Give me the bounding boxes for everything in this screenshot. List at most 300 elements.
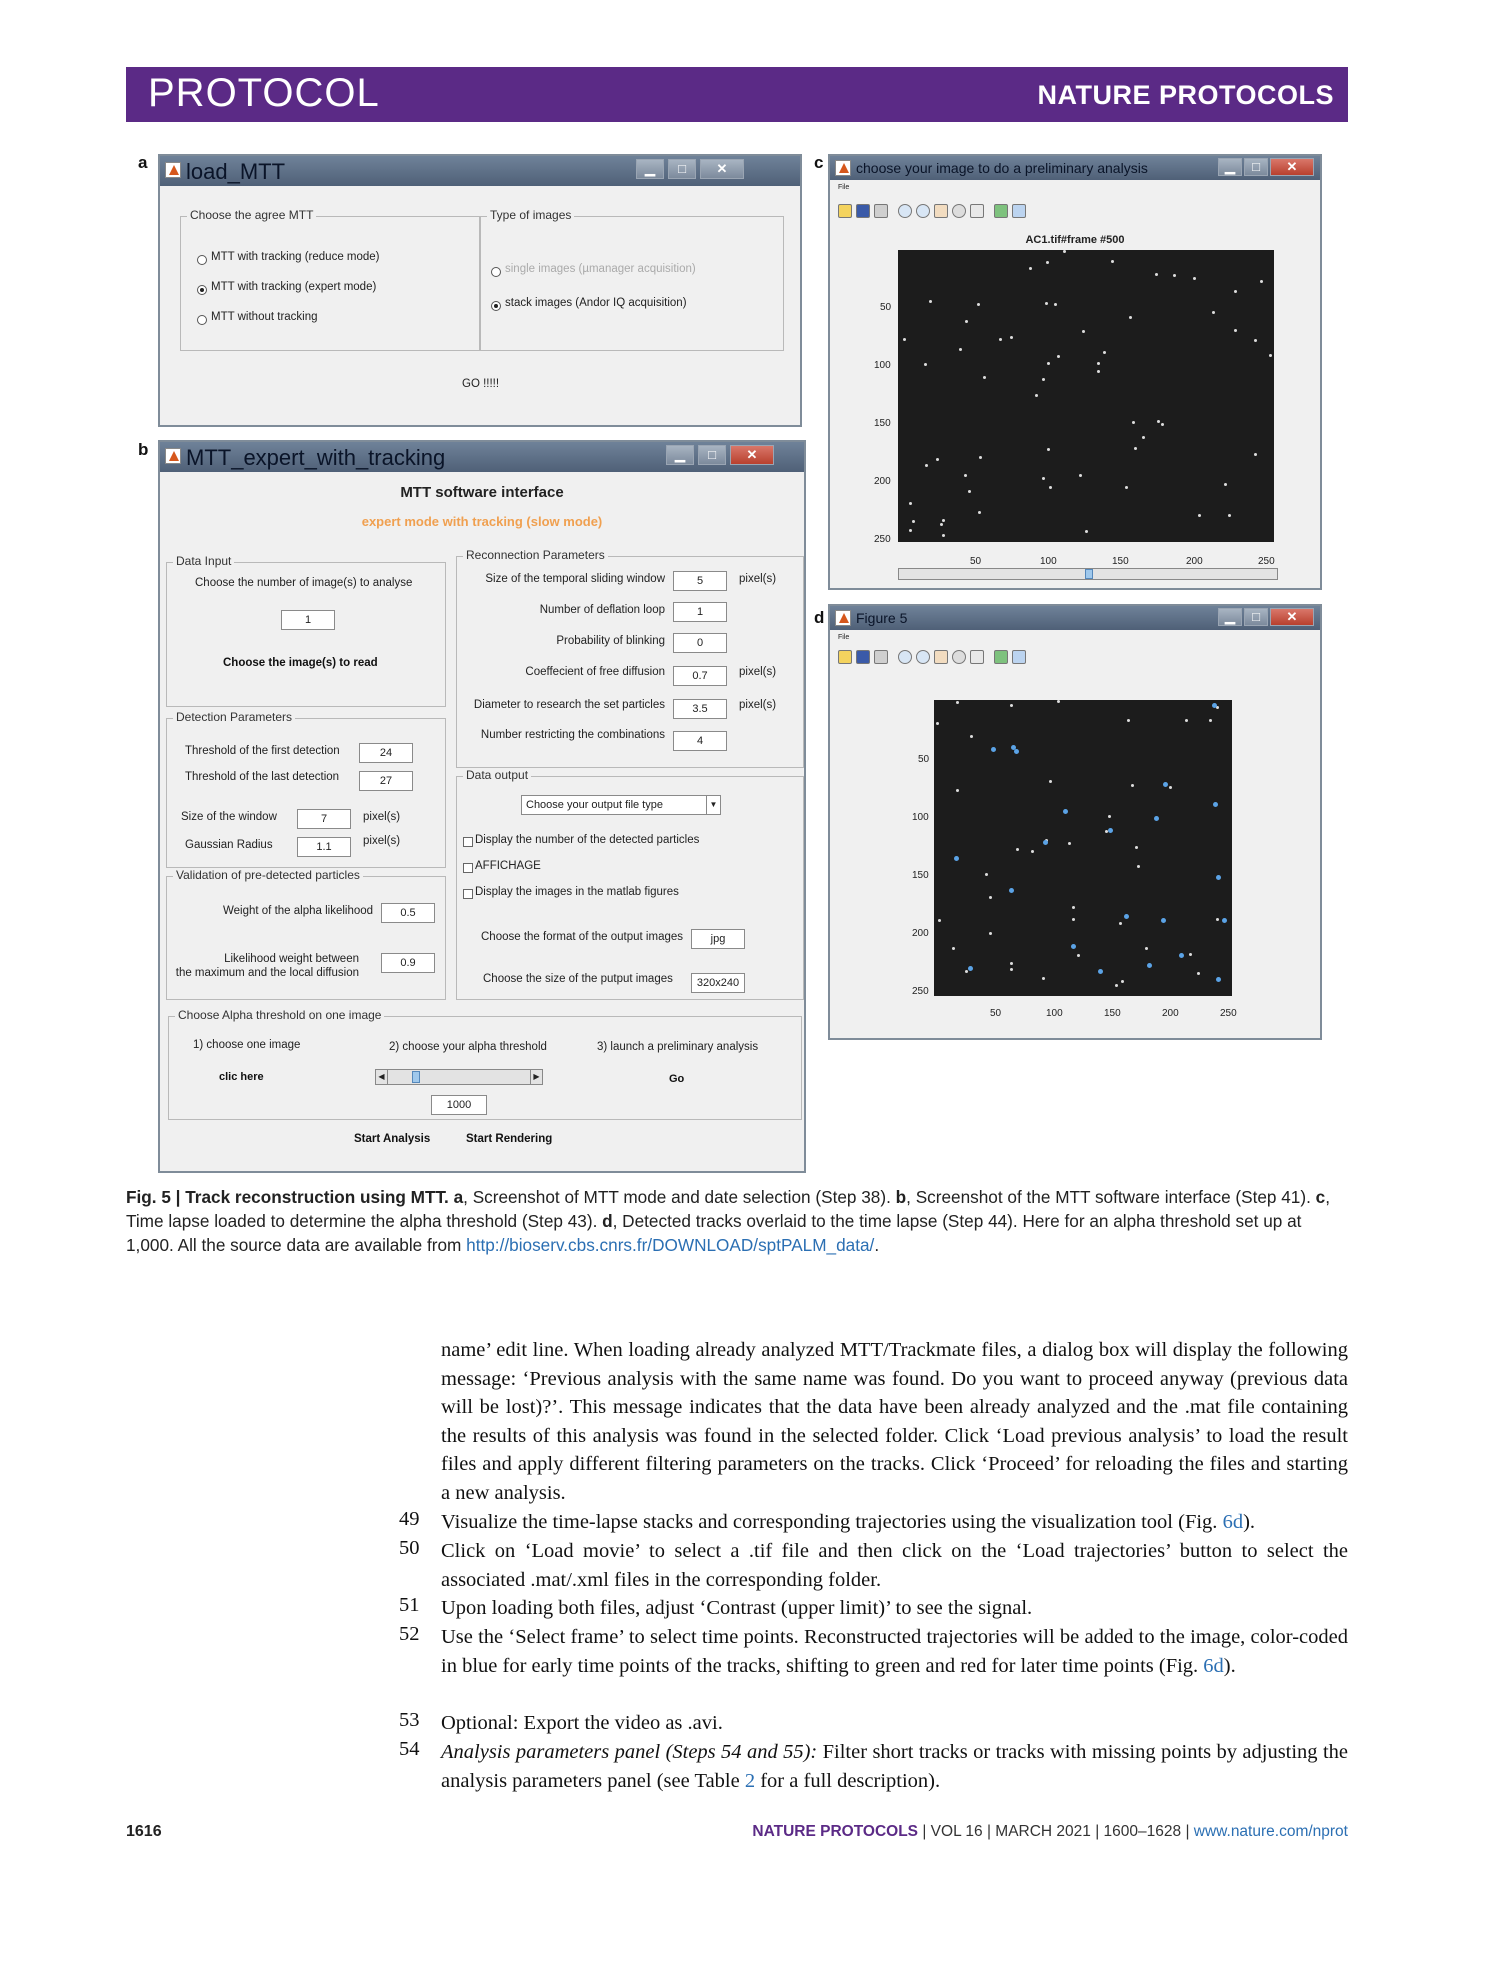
group-title: Type of images (487, 208, 574, 222)
close-button[interactable]: ✕ (1270, 158, 1314, 176)
data-input-group (166, 554, 446, 707)
particle-spot (1085, 530, 1088, 533)
track-marker (1163, 782, 1168, 787)
particle-spot (964, 474, 967, 477)
particle-spot (1042, 477, 1045, 480)
group-title: Data Input (173, 554, 234, 568)
particle-spot (1169, 786, 1172, 789)
track-marker (1014, 749, 1019, 754)
panel-letter-b: b (138, 440, 149, 459)
particle-spot (1129, 316, 1132, 319)
maximize-button[interactable]: □ (1244, 608, 1268, 626)
track-marker (1147, 963, 1152, 968)
step-text-part: ). (1223, 1654, 1236, 1677)
track-marker (1161, 918, 1166, 923)
zoom-in-icon[interactable] (898, 204, 912, 218)
image-type-group (480, 208, 784, 351)
radio-single-images[interactable] (491, 267, 501, 277)
last-threshold-label: Threshold of the last detection (185, 771, 340, 783)
particle-spot (1228, 514, 1231, 517)
y-tick: 250 (874, 534, 891, 545)
free-diffusion-input[interactable]: 0.7 (673, 666, 727, 686)
window-title: Figure 5 (856, 610, 908, 626)
radio-stack-images[interactable] (491, 301, 501, 311)
particle-spot (1111, 260, 1114, 263)
caption-panel-a: a (453, 1187, 464, 1207)
particle-spot (1097, 370, 1100, 373)
particle-spot (989, 896, 992, 899)
alpha-threshold-group (168, 1008, 802, 1120)
choose-images-button[interactable]: Choose the image(s) to read (223, 657, 378, 669)
window-title: choose your image to do a preliminary analysis (856, 160, 1148, 176)
particle-spot (1157, 420, 1160, 423)
x-tick: 50 (970, 556, 982, 567)
section-label: PROTOCOL (148, 71, 380, 115)
close-button[interactable]: ✕ (730, 445, 774, 465)
journal-name: NATURE PROTOCOLS (1037, 80, 1334, 110)
step-label: 2) choose your alpha threshold (389, 1041, 547, 1053)
track-marker (1216, 875, 1221, 880)
particle-spot (1057, 700, 1060, 703)
x-tick: 250 (1220, 1008, 1237, 1019)
alpha-value-input[interactable]: 1000 (431, 1095, 487, 1115)
particle-spot (1103, 351, 1106, 354)
file-menu[interactable]: File (838, 184, 850, 191)
detection-group (166, 710, 446, 868)
particle-spot (1010, 704, 1013, 707)
step-text-part: Visualize the time-lapse stacks and corresponding trajectories using the visualization tool (Fig. (441, 1511, 1223, 1533)
track-marker (1213, 802, 1218, 807)
go-preliminary-button[interactable]: Go (669, 1073, 685, 1085)
save-icon[interactable] (856, 204, 870, 218)
group-title: Data output (463, 768, 531, 782)
rotate-icon[interactable] (952, 204, 966, 218)
particle-spot (1198, 514, 1201, 517)
step-text-part: ). (1243, 1511, 1256, 1533)
minimize-button[interactable]: ▁ (636, 159, 664, 179)
reconnection-group (456, 548, 804, 768)
x-tick: 100 (1046, 1008, 1063, 1019)
figure-link[interactable]: 6d (1203, 1654, 1224, 1677)
step-number: 50 (399, 1537, 420, 1559)
group-title: Validation of pre-detected particles (173, 868, 363, 882)
title-bar (160, 156, 800, 186)
track-marker (1108, 828, 1113, 833)
particle-spot (1049, 486, 1052, 489)
particle-spot (1137, 865, 1140, 868)
track-marker (1179, 953, 1184, 958)
checkbox-display-count[interactable] (463, 837, 473, 847)
zoom-out-icon[interactable] (916, 650, 930, 664)
particle-spot (1072, 918, 1075, 921)
checkbox-label: Display the images in the matlab figures (475, 886, 679, 898)
diameter-input[interactable]: 3.5 (673, 699, 727, 719)
particle-spot (1057, 355, 1060, 358)
data-output-group (456, 768, 804, 1000)
track-marker (1124, 914, 1129, 919)
particle-spot (1072, 906, 1075, 909)
rotate-icon[interactable] (952, 650, 966, 664)
particle-spot (1063, 250, 1066, 253)
matlab-icon (835, 160, 851, 176)
legend-icon[interactable] (1012, 650, 1026, 664)
step-text-italic: Analysis parameters panel (Steps 54 and 55): (441, 1741, 818, 1763)
figure-toolbar (838, 204, 1058, 220)
caption-panel-c: c (1315, 1187, 1326, 1207)
particle-spot (1016, 848, 1019, 851)
go-button[interactable]: GO !!!!! (462, 378, 500, 390)
data-cursor-icon[interactable] (970, 204, 984, 218)
print-icon[interactable] (874, 204, 888, 218)
particle-spot (1079, 474, 1082, 477)
unit-label: pixel(s) (363, 811, 401, 823)
recon-label: Size of the temporal sliding window (485, 573, 665, 585)
particle-spot (1108, 815, 1111, 818)
open-icon[interactable] (838, 204, 852, 218)
unit-label: pixel(s) (739, 666, 777, 678)
checkbox-label: Display the number of the detected particles (475, 834, 700, 846)
particle-spot (1042, 977, 1045, 980)
particle-spot (1119, 922, 1122, 925)
particle-spot (1145, 947, 1148, 950)
maximize-button[interactable]: □ (698, 445, 726, 465)
start-analysis-button[interactable]: Start Analysis (354, 1133, 431, 1145)
window-size-label: Size of the window (181, 811, 277, 823)
title-bar (830, 606, 1320, 630)
particle-spot (1031, 850, 1034, 853)
y-tick: 100 (874, 360, 891, 371)
particle-spot (940, 523, 943, 526)
first-threshold-input[interactable]: 24 (359, 743, 413, 763)
particle-spot (1115, 984, 1118, 987)
image-count-input[interactable]: 1 (281, 610, 335, 630)
panel-letter-a: a (138, 153, 148, 172)
x-tick: 250 (1258, 556, 1275, 567)
particle-spot (1269, 354, 1272, 357)
window-size-input[interactable]: 7 (297, 809, 351, 829)
particle-spot (1155, 273, 1158, 276)
data-cursor-icon[interactable] (970, 650, 984, 664)
radio-label: MTT with tracking (expert mode) (211, 281, 377, 293)
footer-journal: NATURE PROTOCOLS (752, 1823, 919, 1840)
particle-spot (1185, 719, 1188, 722)
microscopy-image (898, 250, 1274, 542)
last-threshold-input[interactable]: 27 (359, 771, 413, 791)
particle-spot (959, 348, 962, 351)
scrollbar-thumb[interactable] (1085, 569, 1093, 579)
particle-spot (989, 932, 992, 935)
slider-thumb[interactable] (412, 1071, 420, 1083)
particle-spot (983, 376, 986, 379)
minimize-button[interactable]: ▁ (1218, 608, 1242, 626)
blinking-probability-input[interactable]: 0 (673, 633, 727, 653)
y-tick: 250 (912, 986, 929, 997)
radio-expert-mode[interactable] (197, 285, 207, 295)
alpha-likelihood-label: Weight of the alpha likelihood (223, 905, 374, 917)
pan-icon[interactable] (934, 650, 948, 664)
particle-spot (956, 789, 959, 792)
step-number: 49 (399, 1508, 420, 1530)
track-marker (1212, 703, 1217, 708)
particle-spot (1010, 968, 1013, 971)
particle-spot (985, 873, 988, 876)
tracks-overlay-image (934, 700, 1232, 996)
radio-label: single images (µmanager acquisition) (505, 263, 696, 275)
maximize-button[interactable]: □ (1244, 158, 1268, 176)
legend-icon[interactable] (1012, 204, 1026, 218)
particle-spot (936, 722, 939, 725)
matlab-icon (165, 162, 181, 178)
particle-spot (979, 456, 982, 459)
footer-url[interactable]: www.nature.com/nprot (1193, 1823, 1348, 1840)
footer-citation (752, 1823, 1348, 1841)
combinations-input[interactable]: 4 (673, 731, 727, 751)
particle-spot (1077, 954, 1080, 957)
likelihood-weight-input[interactable]: 0.9 (381, 953, 435, 973)
step-number: 52 (399, 1623, 420, 1645)
window-load-mtt (158, 154, 802, 427)
particle-spot (977, 303, 980, 306)
size-input[interactable]: 320x240 (691, 973, 745, 993)
radio-reduce-mode[interactable] (197, 255, 207, 265)
particle-spot (1142, 436, 1145, 439)
step-text (441, 1508, 1348, 1537)
step-text-part: for a full description). (755, 1769, 941, 1792)
y-tick: 200 (874, 476, 891, 487)
minimize-button[interactable]: ▁ (666, 445, 694, 465)
particle-spot (1197, 972, 1200, 975)
footer-details: | VOL 16 | MARCH 2021 | 1600–1628 | (918, 1823, 1194, 1840)
deflation-loop-input[interactable]: 1 (673, 602, 727, 622)
particle-spot (968, 490, 971, 493)
x-tick: 150 (1104, 1008, 1121, 1019)
unit-label: pixel(s) (739, 573, 777, 585)
colorbar-icon[interactable] (994, 650, 1008, 664)
plot-title: AC1.tif#frame #500 (1025, 234, 1125, 246)
radio-without-tracking[interactable] (197, 315, 207, 325)
save-icon[interactable] (856, 650, 870, 664)
validation-group (166, 868, 446, 1000)
particle-spot (1047, 448, 1050, 451)
matlab-icon (835, 610, 851, 626)
radio-label: MTT with tracking (reduce mode) (211, 251, 380, 263)
window-figure-5 (828, 604, 1322, 1040)
particle-spot (909, 502, 912, 505)
track-marker (1098, 969, 1103, 974)
slider-right-arrow[interactable]: ▶ (530, 1070, 542, 1084)
radio-label: MTT without tracking (211, 311, 318, 323)
track-marker (954, 856, 959, 861)
particle-spot (1212, 311, 1215, 314)
clic-here-button[interactable]: clic here (219, 1071, 264, 1083)
step-text (441, 1738, 1348, 1795)
particle-spot (1260, 280, 1263, 283)
alpha-slider[interactable] (375, 1069, 543, 1085)
particle-spot (1209, 719, 1212, 722)
particle-spot (1121, 980, 1124, 983)
window-mtt-expert (158, 440, 806, 1173)
size-label: Choose the size of the putput images (483, 973, 673, 985)
first-threshold-label: Threshold of the first detection (185, 745, 340, 757)
particle-spot (1035, 394, 1038, 397)
body-paragraph: name’ edit line. When loading already analyzed MTT/Trackmate files, a dialog box will display the following message: ‘Previous analysis with the same name was found. Do you want to proceed anyway (previous data will be lost)?’. This message indicates that the data have been already analyzed and the .mat file containing the results of this analysis was found in the selected folder. Click ‘Load previous analysis’ to load the result files and apply different filtering parameters on the tracks. Click ‘Proceed’ for reloading the files and starting a new analysis. (441, 1339, 1348, 1504)
caption-text: , Screenshot of MTT mode and date selection (Step 38). (463, 1187, 896, 1207)
recon-label: Number of deflation loop (539, 604, 665, 616)
step-number: 51 (399, 1594, 420, 1616)
particle-spot (1189, 953, 1192, 956)
chevron-down-icon: ▼ (706, 796, 720, 814)
particle-spot (1047, 362, 1050, 365)
particle-spot (1054, 303, 1057, 306)
particle-spot (1045, 302, 1048, 305)
track-marker (1043, 840, 1048, 845)
particle-spot (970, 735, 973, 738)
track-marker (1009, 888, 1014, 893)
alpha-likelihood-input[interactable]: 0.5 (381, 903, 435, 923)
track-marker (1071, 944, 1076, 949)
step-text: Optional: Export the video as .avi. (441, 1712, 723, 1734)
step-text: Click on ‘Load movie’ to select a .tif file and then click on the ‘Load trajectories’ button to select the associated .mat/.xml files in the corresponding folder. (441, 1540, 1348, 1591)
likelihood-weight-label: the maximum and the local diffusion (175, 967, 359, 979)
caption-text: , Time lapse loaded to determine the alpha threshold (Step 43). (126, 1187, 1330, 1231)
particle-spot (1216, 918, 1219, 921)
track-marker (1216, 977, 1221, 982)
track-marker (1063, 809, 1068, 814)
track-marker (991, 747, 996, 752)
maximize-button[interactable]: □ (668, 159, 696, 179)
slider-left-arrow[interactable]: ◀ (376, 1070, 388, 1084)
window-preliminary-analysis (828, 154, 1322, 590)
particle-spot (1068, 842, 1071, 845)
y-tick: 100 (912, 812, 929, 823)
table-link[interactable]: 2 (744, 1769, 756, 1792)
open-icon[interactable] (838, 650, 852, 664)
particle-spot (1029, 267, 1032, 270)
particle-spot (1010, 336, 1013, 339)
file-menu[interactable]: File (838, 634, 850, 641)
zoom-out-icon[interactable] (916, 204, 930, 218)
particle-spot (1161, 423, 1164, 426)
format-input[interactable]: jpg (691, 929, 745, 949)
particle-spot (936, 458, 939, 461)
image-count-label: Choose the number of image(s) to analyse (195, 577, 413, 589)
particle-spot (909, 529, 912, 532)
group-title: Choose the agree MTT (187, 208, 316, 222)
y-tick: 150 (874, 418, 891, 429)
close-button[interactable]: ✕ (700, 159, 744, 179)
window-title: load_MTT (186, 159, 286, 184)
pan-icon[interactable] (934, 204, 948, 218)
caption-panel-d: d (602, 1211, 613, 1231)
gaussian-radius-input[interactable]: 1.1 (297, 837, 351, 857)
y-tick: 50 (880, 302, 892, 313)
zoom-in-icon[interactable] (898, 650, 912, 664)
figure-link[interactable]: 6d (1222, 1511, 1244, 1533)
particle-spot (1042, 378, 1045, 381)
start-rendering-button[interactable]: Start Rendering (466, 1133, 553, 1145)
checkbox-display-images[interactable] (463, 889, 473, 899)
panel-letter-d: d (814, 608, 825, 627)
agree-mtt-group (180, 208, 480, 351)
particle-spot (1254, 339, 1257, 342)
step-text-part: Filter short tracks or tracks with missing points by adjusting the analysis parameters panel (see Table (441, 1741, 1348, 1792)
x-tick: 50 (990, 1008, 1002, 1019)
recon-label: Coeffecient of free diffusion (525, 666, 665, 678)
particle-spot (1049, 780, 1052, 783)
y-tick: 50 (918, 754, 930, 765)
unit-label: pixel(s) (363, 835, 401, 847)
sliding-window-input[interactable]: 5 (673, 571, 727, 591)
recon-label: Diameter to research the set particles (473, 699, 665, 711)
track-marker (1222, 918, 1227, 923)
particle-spot (965, 970, 968, 973)
format-label: Choose the format of the output images (481, 931, 684, 943)
y-tick: 200 (912, 928, 929, 939)
particle-spot (1254, 453, 1257, 456)
source-data-link[interactable]: http://bioserv.cbs.cnrs.fr/DOWNLOAD/sptPALM_data/ (466, 1235, 875, 1255)
caption-text: , Screenshot of the MTT software interface (Step 41). (906, 1187, 1316, 1207)
title-bar (160, 442, 804, 472)
step-text-part: Use the ‘Select frame’ to select time points. Reconstructed trajectories will be added to the image, color-coded in blue for early time points of the tracks, shifting to green and red for later time points (Fig. (441, 1626, 1348, 1677)
particle-spot (1127, 719, 1130, 722)
recon-label: Probability of blinking (556, 635, 665, 647)
particle-spot (912, 520, 915, 523)
particle-spot (965, 320, 968, 323)
particle-spot (1097, 362, 1100, 365)
particle-spot (1234, 329, 1237, 332)
particle-spot (942, 534, 945, 537)
checkbox-affichage[interactable] (463, 863, 473, 873)
particle-spot (978, 511, 981, 514)
particle-spot (1224, 483, 1227, 486)
particle-spot (1134, 447, 1137, 450)
particle-spot (1131, 784, 1134, 787)
caption-text: , Detected tracks overlaid to the time lapse (Step 44). Here for an alpha threshold set up at 1,000. All the source data are available from (126, 1211, 1302, 1255)
particle-spot (999, 338, 1002, 341)
select-value: Choose your output file type (526, 799, 663, 811)
particle-spot (1193, 277, 1196, 280)
particle-spot (1132, 421, 1135, 424)
particle-spot (1125, 486, 1128, 489)
output-type-select[interactable] (521, 795, 721, 815)
particle-spot (952, 947, 955, 950)
x-tick: 200 (1162, 1008, 1179, 1019)
radio-label: stack images (Andor IQ acquisition) (505, 297, 687, 309)
minimize-button[interactable]: ▁ (1218, 158, 1242, 176)
title-bar (830, 156, 1320, 180)
particle-spot (942, 519, 945, 522)
print-icon[interactable] (874, 650, 888, 664)
checkbox-label: AFFICHAGE (475, 860, 541, 872)
step-label: 3) launch a preliminary analysis (597, 1041, 759, 1053)
frame-scrollbar[interactable] (898, 568, 1278, 580)
figure-toolbar (838, 650, 1058, 666)
y-tick: 150 (912, 870, 929, 881)
x-tick: 100 (1040, 556, 1057, 567)
matlab-icon (165, 448, 181, 464)
caption-title: Fig. 5 | Track reconstruction using MTT. (126, 1187, 449, 1207)
page-number: 1616 (126, 1823, 162, 1840)
particle-spot (956, 701, 959, 704)
group-title: Detection Parameters (173, 710, 295, 724)
x-tick: 200 (1186, 556, 1203, 567)
interface-subheading: expert mode with tracking (slow mode) (361, 514, 603, 529)
unit-label: pixel(s) (739, 699, 777, 711)
close-button[interactable]: ✕ (1270, 608, 1314, 626)
step-number: 53 (399, 1709, 420, 1731)
colorbar-icon[interactable] (994, 204, 1008, 218)
step-text: Upon loading both files, adjust ‘Contrast (upper limit)’ to see the signal. (441, 1597, 1033, 1619)
